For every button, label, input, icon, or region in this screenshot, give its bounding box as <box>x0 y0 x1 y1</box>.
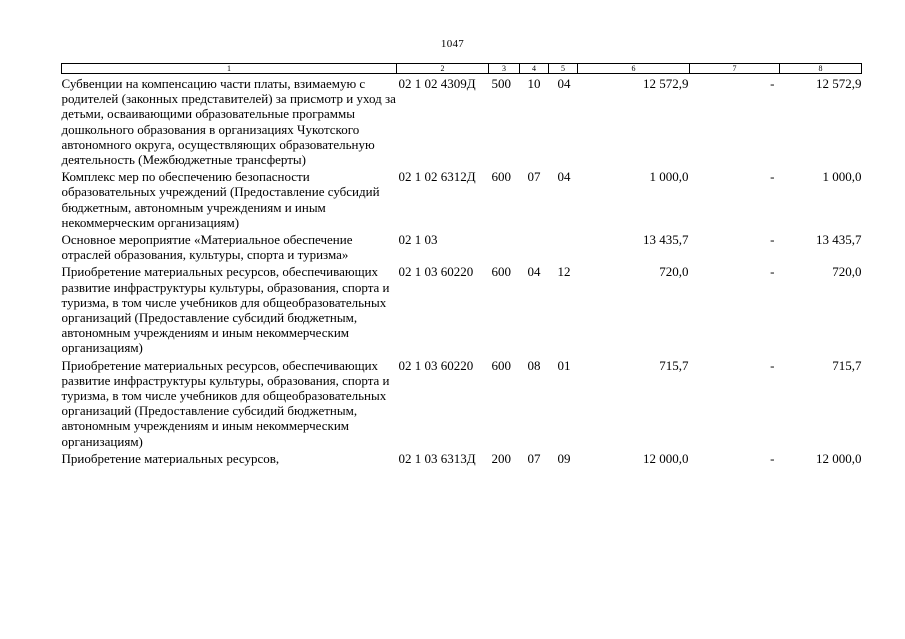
table-row <box>62 230 862 262</box>
row-name: Приобретение материальных ресурсов, обеспечивающих развитие инфраструктуры культуры, образования, спорта и туризма, в том числе учебников для общеобразовательных организаций (Предоставление субсидий бюджетным, автономным учреждениям и иным некоммерческим организациям) <box>61 264 390 356</box>
page-number: 1047 <box>440 38 465 50</box>
row-target-code: 02 1 03 60220 <box>398 264 474 280</box>
row-section: 04 <box>527 264 541 280</box>
column-number: 8 <box>780 64 862 74</box>
row-target-code: 02 1 02 4309Д <box>398 76 476 91</box>
row-name: Основное мероприятие «Материальное обеспечение отраслей образования, культуры, спорта и туризма» <box>61 232 353 263</box>
row-amount-col7: - <box>770 357 775 373</box>
column-number: 4 <box>520 64 549 74</box>
row-amount-total: 720,0 <box>659 264 689 280</box>
row-target-code: 02 1 03 60220 <box>398 357 474 373</box>
row-amount-col8: 1 000,0 <box>822 169 862 185</box>
row-amount-col7: - <box>770 232 775 248</box>
row-amount-col7: - <box>770 76 775 91</box>
row-subsection: 04 <box>557 76 571 91</box>
column-number: 6 <box>578 64 690 74</box>
column-number: 1 <box>62 64 397 74</box>
row-expense-type <box>489 230 520 262</box>
row-subsection: 01 <box>557 357 571 373</box>
row-name: Приобретение материальных ресурсов, обеспечивающих развитие инфраструктуры культуры, образования, спорта и туризма, в том числе учебников для общеобразовательных организаций (Предоставление субсидий бюджетным, автономным учреждениям и иным некоммерческим организациям) <box>61 357 390 449</box>
row-amount-col8: 715,7 <box>832 357 862 373</box>
row-amount-col8: 12 572,9 <box>816 76 862 91</box>
row-amount-col7: - <box>770 450 775 466</box>
row-section: 07 <box>527 169 541 185</box>
table-row <box>62 356 862 449</box>
row-expense-type: 200 <box>491 450 511 466</box>
row-name: Приобретение материальных ресурсов, <box>61 450 280 466</box>
row-amount-total: 1 000,0 <box>649 169 689 185</box>
row-amount-col7: - <box>770 169 775 185</box>
row-amount-total: 715,7 <box>659 357 689 373</box>
row-name: Субвенции на компенсацию части платы, взимаемую с родителей (законных представителей) за присмотр и уход за детьми, осваивающими образовательные программы дошкольного образования в организациях Чукотского автономного округа, осуществляющих образовательную деятельность (Межбюджетные трансферты) <box>61 76 396 168</box>
row-section <box>520 230 549 262</box>
table-row <box>62 74 862 168</box>
table-row <box>62 262 862 355</box>
row-subsection <box>549 230 578 262</box>
row-name: Комплекс мер по обеспечению безопасности образовательных учреждений (Предоставление субсидий бюджетным, автономным учреждениям и иным некоммерческим организациям) <box>61 169 380 230</box>
row-amount-total: 12 572,9 <box>643 76 689 91</box>
row-section: 08 <box>527 357 541 373</box>
row-section: 07 <box>527 450 541 466</box>
column-number-row <box>62 64 862 74</box>
column-number: 7 <box>690 64 780 74</box>
row-expense-type: 600 <box>491 357 511 373</box>
row-expense-type: 600 <box>491 264 511 280</box>
row-amount-col8: 12 000,0 <box>816 450 862 466</box>
row-amount-total: 13 435,7 <box>643 232 689 248</box>
row-subsection: 12 <box>557 264 571 280</box>
column-number: 3 <box>489 64 520 74</box>
budget-table <box>61 63 862 466</box>
column-number: 2 <box>397 64 489 74</box>
row-subsection: 04 <box>557 169 571 185</box>
row-section: 10 <box>527 76 541 91</box>
row-target-code: 02 1 03 <box>398 232 438 248</box>
row-amount-col8: 720,0 <box>832 264 862 280</box>
row-expense-type: 500 <box>491 76 511 91</box>
column-number: 5 <box>549 64 578 74</box>
row-expense-type: 600 <box>491 169 511 185</box>
row-amount-col8: 13 435,7 <box>816 232 862 248</box>
row-amount-col7: - <box>770 264 775 280</box>
row-amount-total: 12 000,0 <box>643 450 689 466</box>
row-target-code: 02 1 02 6312Д <box>398 169 476 185</box>
row-target-code: 02 1 03 6313Д <box>398 450 476 466</box>
row-subsection: 09 <box>557 450 571 466</box>
table-row <box>62 167 862 230</box>
table-row <box>62 449 862 466</box>
